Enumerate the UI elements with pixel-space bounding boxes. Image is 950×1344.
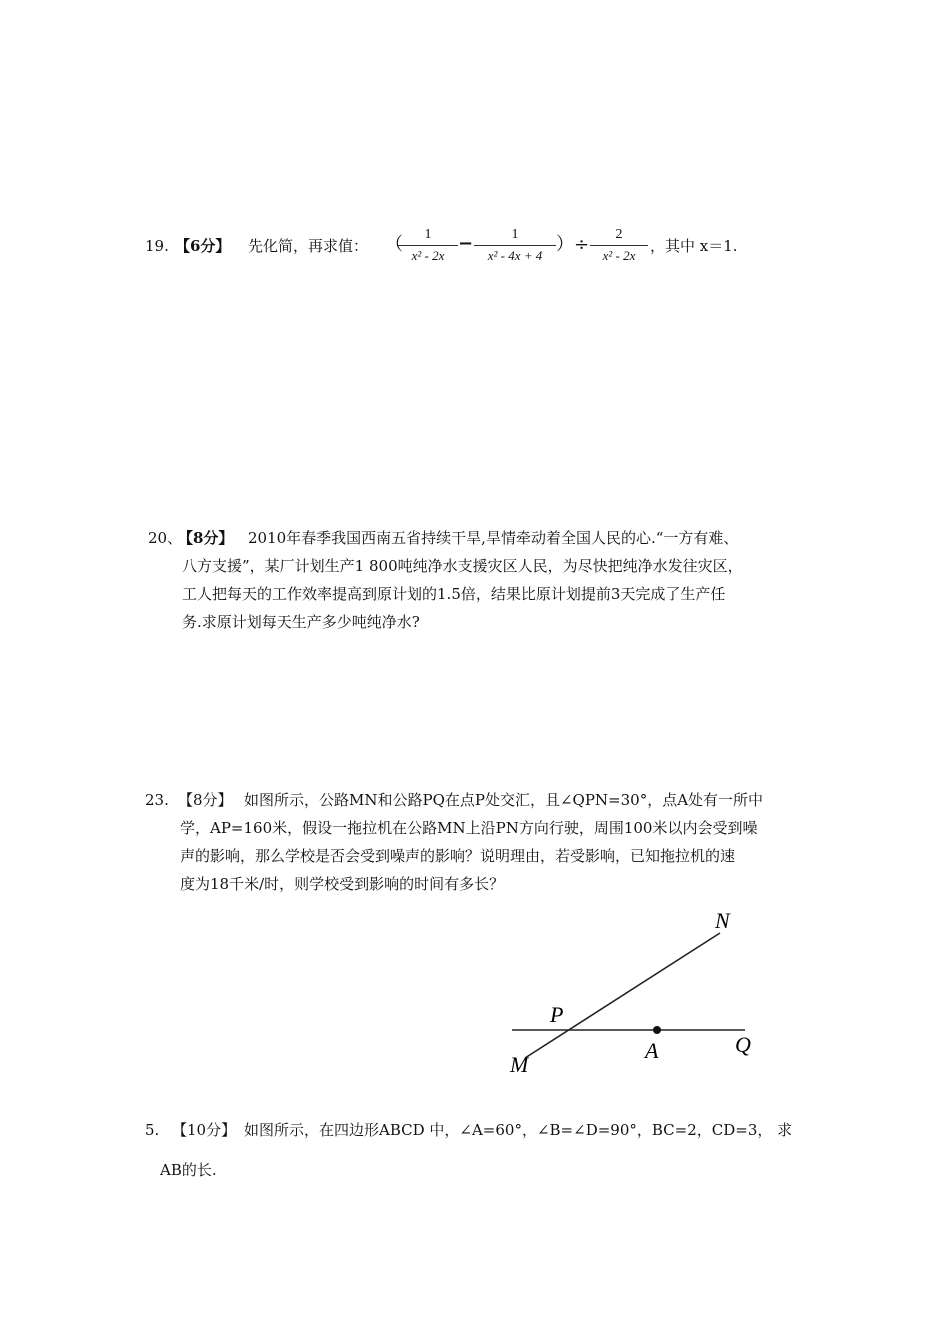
label-a: A bbox=[645, 1038, 659, 1063]
q23-number: 23. bbox=[145, 791, 169, 809]
q19-rparen-divide: ）÷ bbox=[556, 234, 590, 255]
q23-points: 【8分】 bbox=[178, 791, 233, 809]
q20-line3: 工人把每天的工作效率提高到原计划的1.5倍，结果比原计划提前3天完成了生产任 bbox=[182, 585, 726, 603]
q19-points: 【6分】 bbox=[175, 237, 231, 255]
label-q: Q bbox=[735, 1032, 751, 1057]
q19-fraction-1 bbox=[398, 226, 458, 265]
q5-points: 【10分】 bbox=[172, 1121, 237, 1139]
q19-lparen: （ bbox=[385, 234, 403, 255]
q23-line1: 如图所示，公路MN和公路PQ在点P处交汇，且∠QPN=30°，点A处有一所中 bbox=[244, 791, 764, 809]
frac1-denominator: x² - 2x bbox=[411, 248, 445, 263]
q5-number: 5. bbox=[145, 1121, 160, 1139]
q19-fraction-2 bbox=[474, 226, 556, 265]
point-a bbox=[653, 1026, 661, 1034]
q23-line3: 声的影响，那么学校是否会受到噪声的影响？说明理由，若受影响，已知拖拉机的速 bbox=[180, 847, 736, 865]
q5-line1: 如图所示，在四边形ABCD 中，∠A=60°，∠B=∠D=90°，BC=2，CD=3， 求 bbox=[244, 1121, 793, 1139]
label-p: P bbox=[550, 1002, 564, 1027]
q23-line4: 度为18千米/时，则学校受到影响的时间有多长？ bbox=[180, 875, 505, 893]
q5-line2: AB的长. bbox=[160, 1161, 217, 1179]
q19-tail: ，其中 x＝1. bbox=[650, 237, 738, 255]
q20-line2: 八方支援”，某厂计划生产1 800吨纯净水支援灾区人民，为尽快把纯净水发往灾区， bbox=[182, 557, 743, 575]
q19-fraction-3 bbox=[590, 226, 648, 265]
road-diagram bbox=[495, 900, 795, 1085]
label-n: N bbox=[715, 908, 730, 933]
q20-points: 【8分】 bbox=[178, 529, 234, 547]
frac3-numerator: 2 bbox=[615, 227, 623, 242]
frac3-denominator: x² - 2x bbox=[602, 248, 636, 263]
q23-line2: 学，AP=160米，假设一拖拉机在公路MN上沿PN方向行驶，周围100米以内会受到噪 bbox=[180, 819, 758, 837]
road-mn bbox=[525, 933, 720, 1058]
frac1-numerator: 1 bbox=[424, 227, 432, 242]
q20-line1: 2010年春季我国西南五省持续干旱,旱情牵动着全国人民的心.“一方有难、 bbox=[248, 529, 739, 547]
q19-number: 19. bbox=[145, 237, 169, 255]
frac2-denominator: x² - 4x + 4 bbox=[487, 248, 543, 263]
q19-prompt: 先化简，再求值： bbox=[248, 237, 369, 255]
label-m: M bbox=[510, 1052, 529, 1077]
q19-minus: − bbox=[458, 233, 474, 254]
q20-number: 20、 bbox=[148, 529, 183, 547]
frac2-numerator: 1 bbox=[511, 227, 519, 242]
q20-line4: 务.求原计划每天生产多少吨纯净水? bbox=[182, 613, 420, 631]
